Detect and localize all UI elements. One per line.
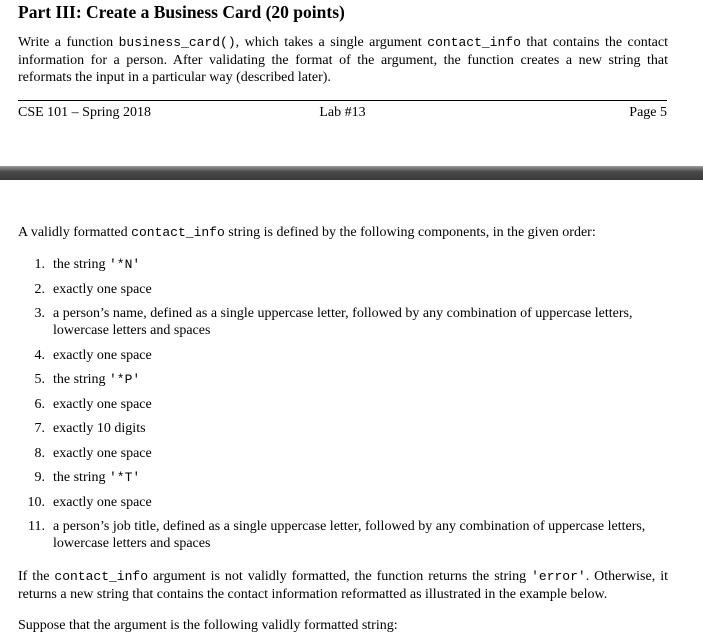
page-break-separator [0, 166, 703, 180]
argument-name-code: contact_info [427, 35, 521, 50]
error-paragraph [18, 568, 668, 603]
page-footer [18, 105, 667, 123]
list-item: 6. exactly one space [34, 396, 152, 412]
error-text-2: argument is not validly formatted, the function returns the string [148, 569, 532, 584]
error-text-3: . Otherwise, it returns a new string that contains the contact information reformatted as illustrated in the example below. [18, 569, 668, 602]
list-item: 7. exactly 10 digits [34, 421, 146, 436]
intro-text-1: Write a function [18, 35, 119, 50]
definition-code: contact_info [131, 225, 225, 240]
function-name-code: business_card() [118, 35, 236, 50]
footer-rule [18, 100, 667, 101]
list-item: 1. the string '*N' [34, 257, 141, 272]
intro-text-2: , which takes a single argument [235, 35, 428, 50]
footer-lab: Lab #13 [319, 105, 366, 120]
components-list [18, 256, 668, 560]
list-item: 11. a person’s job title, defined as a single uppercase letter, followed by any combination of uppercase letters, lowercase letters and spaces [28, 519, 646, 551]
list-item: 2. exactly one space [34, 281, 152, 297]
list-item: 4. exactly one space [34, 347, 152, 363]
intro-text-3: that contains the contact information for a person. After validating the format of the argument, the function creates a new string that reformats the input in a particular way (described later). [18, 35, 668, 85]
suppose-paragraph: Suppose that the argument is the following validly formatted string: [18, 618, 398, 633]
part-heading: Part III: Create a Business Card (20 points) [18, 2, 345, 22]
list-item: 8. exactly one space [34, 445, 152, 461]
error-text-1: If the [18, 569, 55, 584]
list-item: 10. exactly one space [27, 494, 152, 510]
list-item: 5. the string '*P' [34, 372, 141, 387]
list-item: 9. the string '*T' [34, 470, 141, 485]
intro-paragraph [18, 34, 668, 87]
footer-course: CSE 101 – Spring 2018 [18, 105, 152, 120]
error-code-2: 'error' [531, 569, 586, 584]
footer-page-number: Page 5 [629, 105, 667, 120]
list-item: 3. a person’s name, defined as a single uppercase letter, followed by any combination of uppercase letters, lowercase letters and spaces [34, 306, 633, 338]
error-code-1: contact_info [54, 569, 149, 584]
definition-text-1: A validly formatted [18, 225, 132, 240]
definition-text-2: string is defined by the following components, in the given order: [224, 225, 596, 240]
definition-paragraph [18, 225, 668, 241]
